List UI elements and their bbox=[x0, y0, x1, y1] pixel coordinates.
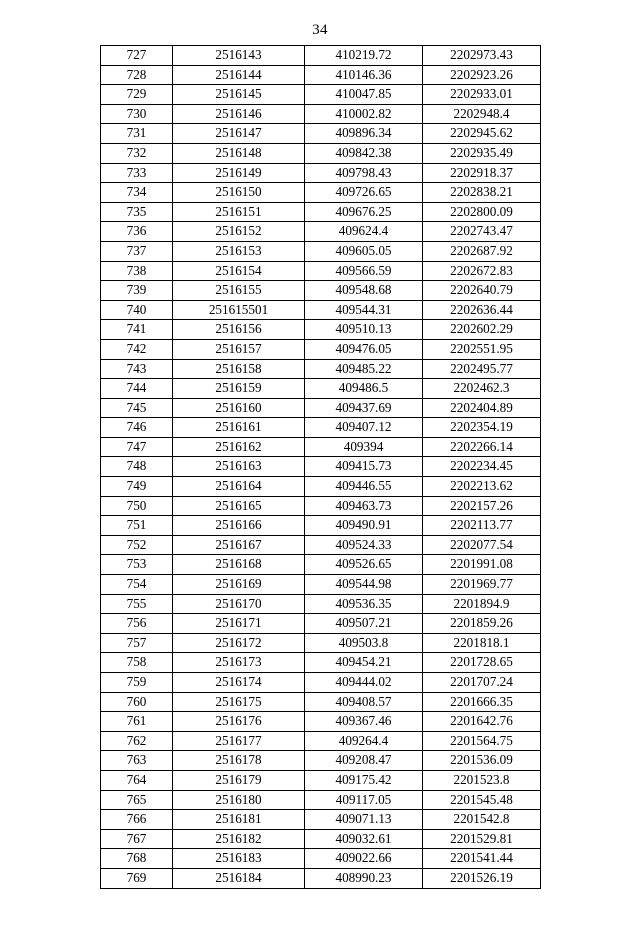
table-cell-id: 2516156 bbox=[173, 320, 305, 340]
table-cell-value_a: 410002.82 bbox=[305, 104, 423, 124]
table-cell-value_b: 2202636.44 bbox=[423, 300, 541, 320]
table-cell-index: 735 bbox=[101, 202, 173, 222]
table-cell-index: 761 bbox=[101, 712, 173, 732]
table-row bbox=[101, 281, 541, 301]
table-cell-index: 759 bbox=[101, 673, 173, 693]
table-cell-id: 2516158 bbox=[173, 359, 305, 379]
table-row bbox=[101, 143, 541, 163]
table-cell-id: 2516169 bbox=[173, 575, 305, 595]
table-cell-value_b: 2202672.83 bbox=[423, 261, 541, 281]
table-cell-index: 757 bbox=[101, 633, 173, 653]
table-cell-value_a: 409454.21 bbox=[305, 653, 423, 673]
table-cell-index: 738 bbox=[101, 261, 173, 281]
table-row bbox=[101, 124, 541, 144]
table-cell-value_b: 2202838.21 bbox=[423, 183, 541, 203]
table-cell-index: 729 bbox=[101, 85, 173, 105]
table-cell-index: 764 bbox=[101, 770, 173, 790]
table-cell-id: 2516171 bbox=[173, 614, 305, 634]
table-cell-id: 2516178 bbox=[173, 751, 305, 771]
table-cell-value_b: 2201818.1 bbox=[423, 633, 541, 653]
table-cell-value_a: 409566.59 bbox=[305, 261, 423, 281]
table-row bbox=[101, 379, 541, 399]
table-cell-id: 2516165 bbox=[173, 496, 305, 516]
coordinate-table-container bbox=[100, 45, 540, 889]
table-cell-value_a: 409490.91 bbox=[305, 516, 423, 536]
table-cell-id: 2516174 bbox=[173, 673, 305, 693]
table-row bbox=[101, 398, 541, 418]
table-cell-index: 746 bbox=[101, 418, 173, 438]
table-cell-value_a: 410146.36 bbox=[305, 65, 423, 85]
table-cell-value_a: 409071.13 bbox=[305, 810, 423, 830]
table-row bbox=[101, 437, 541, 457]
table-row bbox=[101, 261, 541, 281]
table-row bbox=[101, 555, 541, 575]
table-cell-index: 728 bbox=[101, 65, 173, 85]
table-cell-value_a: 409544.31 bbox=[305, 300, 423, 320]
table-row bbox=[101, 183, 541, 203]
table-cell-id: 2516155 bbox=[173, 281, 305, 301]
table-cell-value_a: 409510.13 bbox=[305, 320, 423, 340]
table-cell-value_b: 2202948.4 bbox=[423, 104, 541, 124]
table-cell-index: 748 bbox=[101, 457, 173, 477]
table-cell-id: 2516166 bbox=[173, 516, 305, 536]
table-cell-value_a: 409624.4 bbox=[305, 222, 423, 242]
table-cell-value_a: 409486.5 bbox=[305, 379, 423, 399]
table-cell-value_a: 409842.38 bbox=[305, 143, 423, 163]
table-row bbox=[101, 477, 541, 497]
table-cell-value_a: 409175.42 bbox=[305, 770, 423, 790]
table-cell-index: 747 bbox=[101, 437, 173, 457]
table-cell-index: 737 bbox=[101, 241, 173, 261]
table-cell-id: 2516173 bbox=[173, 653, 305, 673]
table-row bbox=[101, 770, 541, 790]
table-cell-index: 732 bbox=[101, 143, 173, 163]
table-cell-value_b: 2201545.48 bbox=[423, 790, 541, 810]
table-cell-index: 762 bbox=[101, 731, 173, 751]
table-cell-value_b: 2201969.77 bbox=[423, 575, 541, 595]
table-cell-index: 736 bbox=[101, 222, 173, 242]
table-cell-value_a: 410219.72 bbox=[305, 46, 423, 66]
table-cell-index: 758 bbox=[101, 653, 173, 673]
table-cell-id: 2516183 bbox=[173, 849, 305, 869]
table-cell-value_b: 2202640.79 bbox=[423, 281, 541, 301]
table-cell-value_b: 2202687.92 bbox=[423, 241, 541, 261]
table-row bbox=[101, 653, 541, 673]
table-cell-value_b: 2202800.09 bbox=[423, 202, 541, 222]
table-cell-value_b: 2202495.77 bbox=[423, 359, 541, 379]
table-cell-value_b: 2202266.14 bbox=[423, 437, 541, 457]
table-row bbox=[101, 496, 541, 516]
table-cell-value_a: 409526.65 bbox=[305, 555, 423, 575]
table-cell-value_b: 2202113.77 bbox=[423, 516, 541, 536]
table-row bbox=[101, 516, 541, 536]
table-cell-index: 766 bbox=[101, 810, 173, 830]
table-cell-value_a: 409503.8 bbox=[305, 633, 423, 653]
table-row bbox=[101, 359, 541, 379]
table-cell-index: 768 bbox=[101, 849, 173, 869]
table-row bbox=[101, 731, 541, 751]
table-cell-value_b: 2201523.8 bbox=[423, 770, 541, 790]
table-cell-index: 739 bbox=[101, 281, 173, 301]
table-cell-value_a: 410047.85 bbox=[305, 85, 423, 105]
table-cell-id: 2516154 bbox=[173, 261, 305, 281]
table-cell-value_a: 409798.43 bbox=[305, 163, 423, 183]
table-cell-value_b: 2201859.26 bbox=[423, 614, 541, 634]
table-cell-index: 763 bbox=[101, 751, 173, 771]
table-cell-index: 751 bbox=[101, 516, 173, 536]
table-cell-value_a: 409415.73 bbox=[305, 457, 423, 477]
table-cell-value_b: 2201564.75 bbox=[423, 731, 541, 751]
table-cell-index: 744 bbox=[101, 379, 173, 399]
table-cell-value_a: 409264.4 bbox=[305, 731, 423, 751]
table-cell-id: 2516160 bbox=[173, 398, 305, 418]
table-cell-id: 2516168 bbox=[173, 555, 305, 575]
table-cell-value_b: 2201526.19 bbox=[423, 868, 541, 888]
table-row bbox=[101, 202, 541, 222]
table-cell-id: 2516167 bbox=[173, 535, 305, 555]
table-cell-value_b: 2201666.35 bbox=[423, 692, 541, 712]
coordinate-table bbox=[100, 45, 541, 889]
table-cell-value_b: 2201894.9 bbox=[423, 594, 541, 614]
table-row bbox=[101, 241, 541, 261]
table-cell-value_a: 409485.22 bbox=[305, 359, 423, 379]
table-row bbox=[101, 849, 541, 869]
table-cell-value_b: 2201642.76 bbox=[423, 712, 541, 732]
table-cell-index: 756 bbox=[101, 614, 173, 634]
table-cell-value_a: 409367.46 bbox=[305, 712, 423, 732]
table-row bbox=[101, 810, 541, 830]
table-row bbox=[101, 614, 541, 634]
table-cell-index: 767 bbox=[101, 829, 173, 849]
table-cell-index: 753 bbox=[101, 555, 173, 575]
table-row bbox=[101, 104, 541, 124]
table-cell-id: 251615501 bbox=[173, 300, 305, 320]
table-cell-id: 2516148 bbox=[173, 143, 305, 163]
table-cell-index: 740 bbox=[101, 300, 173, 320]
table-cell-index: 727 bbox=[101, 46, 173, 66]
table-cell-index: 749 bbox=[101, 477, 173, 497]
table-cell-index: 754 bbox=[101, 575, 173, 595]
table-cell-value_b: 2201536.09 bbox=[423, 751, 541, 771]
table-cell-value_b: 2202234.45 bbox=[423, 457, 541, 477]
table-cell-id: 2516181 bbox=[173, 810, 305, 830]
table-row bbox=[101, 868, 541, 888]
table-cell-index: 742 bbox=[101, 339, 173, 359]
table-cell-index: 765 bbox=[101, 790, 173, 810]
table-row bbox=[101, 790, 541, 810]
table-cell-value_b: 2202354.19 bbox=[423, 418, 541, 438]
table-cell-id: 2516143 bbox=[173, 46, 305, 66]
table-cell-value_a: 409022.66 bbox=[305, 849, 423, 869]
table-cell-value_b: 2202213.62 bbox=[423, 477, 541, 497]
table-cell-value_a: 409544.98 bbox=[305, 575, 423, 595]
table-cell-value_a: 409524.33 bbox=[305, 535, 423, 555]
table-row bbox=[101, 85, 541, 105]
table-row bbox=[101, 457, 541, 477]
table-cell-value_a: 409408.57 bbox=[305, 692, 423, 712]
table-row bbox=[101, 300, 541, 320]
table-cell-id: 2516162 bbox=[173, 437, 305, 457]
table-cell-value_b: 2202945.62 bbox=[423, 124, 541, 144]
table-cell-id: 2516175 bbox=[173, 692, 305, 712]
table-cell-index: 745 bbox=[101, 398, 173, 418]
table-cell-id: 2516153 bbox=[173, 241, 305, 261]
table-cell-value_b: 2202462.3 bbox=[423, 379, 541, 399]
table-cell-value_b: 2202918.37 bbox=[423, 163, 541, 183]
table-cell-index: 734 bbox=[101, 183, 173, 203]
table-cell-value_a: 409032.61 bbox=[305, 829, 423, 849]
table-cell-value_a: 409676.25 bbox=[305, 202, 423, 222]
table-cell-index: 743 bbox=[101, 359, 173, 379]
table-cell-id: 2516184 bbox=[173, 868, 305, 888]
table-cell-id: 2516179 bbox=[173, 770, 305, 790]
table-cell-index: 733 bbox=[101, 163, 173, 183]
table-row bbox=[101, 163, 541, 183]
table-cell-value_b: 2202077.54 bbox=[423, 535, 541, 555]
table-cell-value_b: 2202743.47 bbox=[423, 222, 541, 242]
table-cell-id: 2516146 bbox=[173, 104, 305, 124]
table-cell-value_a: 409896.34 bbox=[305, 124, 423, 144]
table-row bbox=[101, 575, 541, 595]
table-cell-value_a: 409437.69 bbox=[305, 398, 423, 418]
page-number: 34 bbox=[312, 22, 328, 38]
table-cell-value_a: 409548.68 bbox=[305, 281, 423, 301]
table-cell-id: 2516147 bbox=[173, 124, 305, 144]
table-cell-value_a: 408990.23 bbox=[305, 868, 423, 888]
table-cell-value_b: 2202404.89 bbox=[423, 398, 541, 418]
table-row bbox=[101, 535, 541, 555]
table-cell-id: 2516150 bbox=[173, 183, 305, 203]
table-cell-id: 2516177 bbox=[173, 731, 305, 751]
table-row bbox=[101, 712, 541, 732]
table-cell-id: 2516170 bbox=[173, 594, 305, 614]
table-row bbox=[101, 418, 541, 438]
table-cell-id: 2516163 bbox=[173, 457, 305, 477]
table-row bbox=[101, 594, 541, 614]
table-cell-id: 2516172 bbox=[173, 633, 305, 653]
table-cell-id: 2516145 bbox=[173, 85, 305, 105]
table-cell-value_b: 2201707.24 bbox=[423, 673, 541, 693]
table-row bbox=[101, 339, 541, 359]
table-row bbox=[101, 633, 541, 653]
table-row bbox=[101, 673, 541, 693]
table-cell-index: 730 bbox=[101, 104, 173, 124]
table-row bbox=[101, 829, 541, 849]
table-cell-value_a: 409463.73 bbox=[305, 496, 423, 516]
table-cell-value_a: 409208.47 bbox=[305, 751, 423, 771]
table-cell-value_b: 2202551.95 bbox=[423, 339, 541, 359]
table-cell-value_a: 409726.65 bbox=[305, 183, 423, 203]
table-cell-index: 750 bbox=[101, 496, 173, 516]
document-page bbox=[0, 22, 640, 927]
table-cell-index: 769 bbox=[101, 868, 173, 888]
table-cell-id: 2516151 bbox=[173, 202, 305, 222]
table-cell-value_b: 2201728.65 bbox=[423, 653, 541, 673]
table-cell-value_b: 2201529.81 bbox=[423, 829, 541, 849]
table-cell-value_b: 2202933.01 bbox=[423, 85, 541, 105]
table-cell-index: 741 bbox=[101, 320, 173, 340]
table-cell-value_a: 409507.21 bbox=[305, 614, 423, 634]
table-cell-index: 752 bbox=[101, 535, 173, 555]
table-cell-value_a: 409444.02 bbox=[305, 673, 423, 693]
table-cell-value_b: 2202935.49 bbox=[423, 143, 541, 163]
table-cell-id: 2516176 bbox=[173, 712, 305, 732]
table-cell-value_b: 2201541.44 bbox=[423, 849, 541, 869]
table-cell-value_b: 2202157.26 bbox=[423, 496, 541, 516]
table-row bbox=[101, 692, 541, 712]
table-cell-value_b: 2201991.08 bbox=[423, 555, 541, 575]
table-cell-id: 2516180 bbox=[173, 790, 305, 810]
table-row bbox=[101, 46, 541, 66]
coordinate-table-body bbox=[101, 46, 541, 889]
table-row bbox=[101, 320, 541, 340]
table-cell-index: 731 bbox=[101, 124, 173, 144]
table-cell-id: 2516159 bbox=[173, 379, 305, 399]
table-cell-value_a: 409446.55 bbox=[305, 477, 423, 497]
table-cell-value_a: 409476.05 bbox=[305, 339, 423, 359]
table-row bbox=[101, 751, 541, 771]
table-cell-id: 2516144 bbox=[173, 65, 305, 85]
table-cell-id: 2516157 bbox=[173, 339, 305, 359]
table-cell-index: 755 bbox=[101, 594, 173, 614]
table-cell-value_b: 2202973.43 bbox=[423, 46, 541, 66]
table-cell-value_a: 409536.35 bbox=[305, 594, 423, 614]
table-cell-value_a: 409117.05 bbox=[305, 790, 423, 810]
table-cell-id: 2516182 bbox=[173, 829, 305, 849]
table-row bbox=[101, 65, 541, 85]
table-cell-id: 2516152 bbox=[173, 222, 305, 242]
table-cell-id: 2516149 bbox=[173, 163, 305, 183]
table-cell-value_b: 2201542.8 bbox=[423, 810, 541, 830]
table-cell-value_a: 409394 bbox=[305, 437, 423, 457]
table-cell-value_b: 2202602.29 bbox=[423, 320, 541, 340]
table-row bbox=[101, 222, 541, 242]
table-cell-id: 2516164 bbox=[173, 477, 305, 497]
table-cell-value_a: 409605.05 bbox=[305, 241, 423, 261]
table-cell-value_a: 409407.12 bbox=[305, 418, 423, 438]
table-cell-index: 760 bbox=[101, 692, 173, 712]
table-cell-value_b: 2202923.26 bbox=[423, 65, 541, 85]
table-cell-id: 2516161 bbox=[173, 418, 305, 438]
